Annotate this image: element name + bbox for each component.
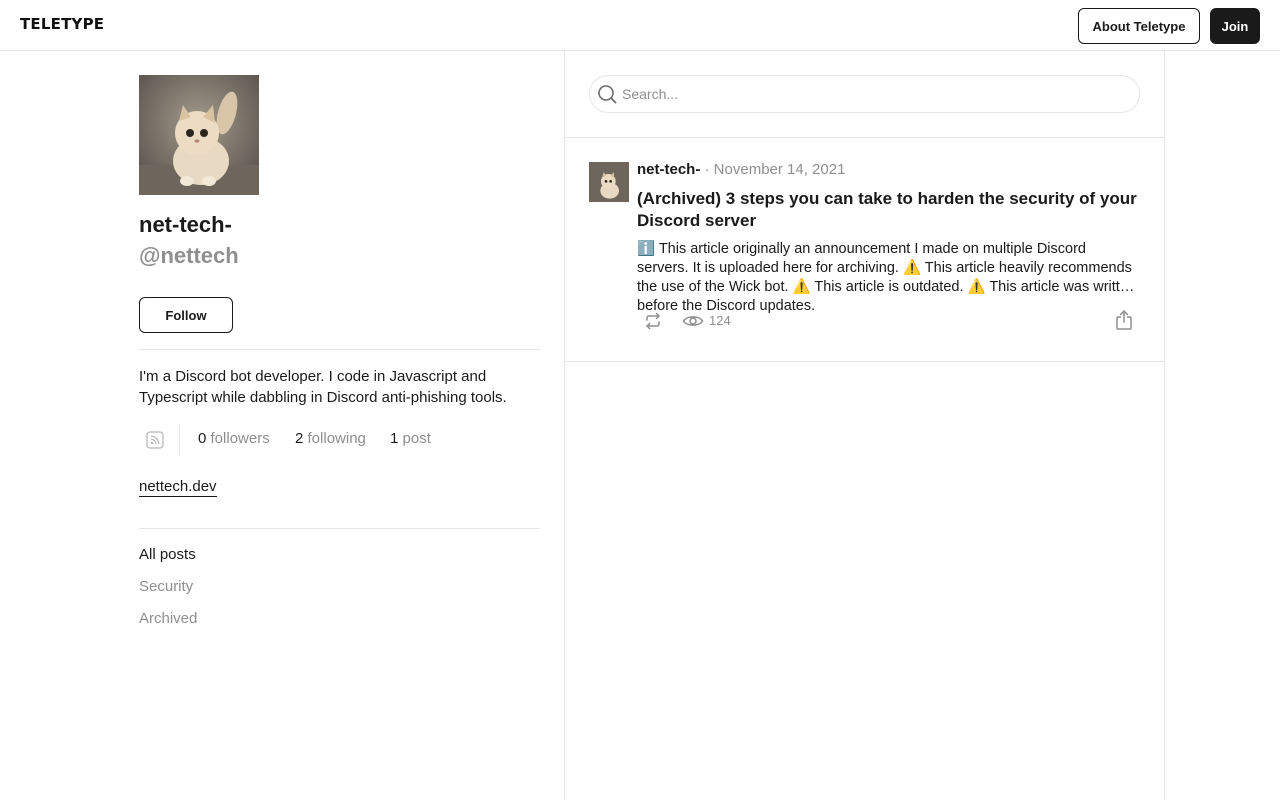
column-divider-right — [1164, 51, 1165, 800]
follow-button[interactable]: Follow — [139, 297, 233, 333]
top-bar — [0, 0, 1280, 51]
nav-archived[interactable]: Archived — [139, 610, 198, 627]
followers-count: 0 — [198, 430, 207, 447]
repost-icon[interactable] — [643, 311, 663, 331]
share-icon[interactable] — [1114, 309, 1134, 331]
profile-handle: @nettech — [139, 243, 239, 268]
post-author[interactable]: net-tech- — [637, 161, 701, 178]
followers-stat[interactable] — [198, 430, 270, 447]
posts-label: post — [402, 430, 431, 447]
website-link[interactable]: nettech.dev — [139, 478, 217, 495]
following-stat[interactable] — [295, 430, 366, 447]
post-title[interactable]: (Archived) 3 steps you can take to harden the security of your Discord server — [637, 189, 1137, 230]
post-author-avatar[interactable] — [589, 162, 629, 202]
post-date: · November 14, 2021 — [704, 161, 846, 178]
about-teletype-button[interactable]: About Teletype — [1078, 8, 1200, 44]
divider — [565, 137, 1164, 138]
followers-label: followers — [210, 430, 270, 447]
divider — [139, 349, 540, 350]
search-bar — [589, 75, 1140, 113]
nav-all-posts[interactable]: All posts — [139, 546, 196, 563]
post-meta — [637, 161, 845, 178]
divider — [565, 361, 1164, 362]
search-input[interactable] — [622, 76, 1122, 112]
following-label: following — [307, 430, 366, 447]
posts-count: 1 — [390, 430, 399, 447]
join-button[interactable]: Join — [1210, 8, 1260, 44]
post-views-count: 124 — [709, 313, 731, 328]
teletype-logo[interactable]: TELETYPE — [20, 15, 105, 33]
post-excerpt[interactable]: ℹ️ This article originally an announcement I made on multiple Discord servers. It is uploaded here for archiving. ⚠️ This article heavily recommends the use of the Wick bot. ⚠️ This article is outdated. ⚠️ This article was written before the Discord updates. — [637, 241, 1136, 314]
following-count: 2 — [295, 430, 304, 447]
nav-security[interactable]: Security — [139, 578, 194, 595]
posts-stat — [390, 430, 431, 447]
profile-bio: I'm a Discord bot developer. I code in Javascript and Typescript while dabbling in Discord anti-phishing tools. — [139, 368, 507, 406]
search-icon — [597, 84, 617, 104]
profile-avatar — [139, 75, 259, 195]
eye-icon — [682, 311, 704, 331]
rss-icon[interactable] — [146, 431, 164, 449]
profile-name: net-tech- — [139, 212, 232, 237]
stats-divider — [179, 424, 180, 456]
divider — [139, 528, 540, 529]
column-divider-left — [564, 51, 565, 800]
